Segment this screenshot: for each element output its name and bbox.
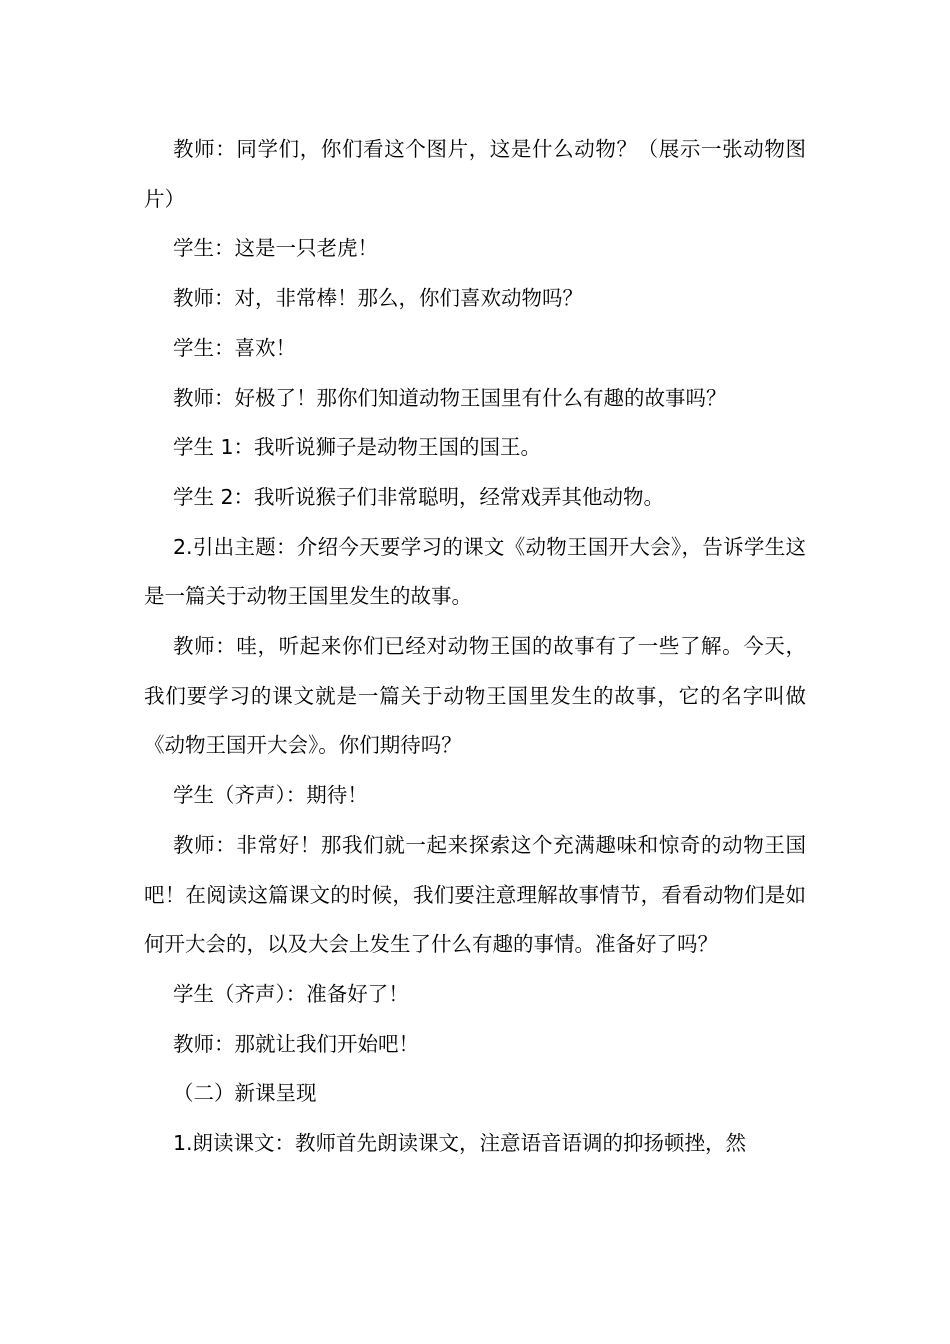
paragraph: 学生（齐声）：期待！ xyxy=(173,783,368,808)
paragraph: 学生 1：我听说狮子是动物王国的国王。 xyxy=(173,435,542,460)
paragraph: 教师：好极了！那你们知道动物王国里有什么有趣的故事吗？ xyxy=(173,385,727,410)
paragraph: 学生：这是一只老虎！ xyxy=(173,236,378,261)
section-heading: （二）新课呈现 xyxy=(173,1081,317,1106)
paragraph: 2.引出主题：介绍今天要学习的课文《动物王国开大会》，告诉学生这是一篇关于动物王国里发生的故事。 xyxy=(144,534,806,609)
paragraph: 教师：哇，听起来你们已经对动物王国的故事有了一些了解。今天，我们要学习的课文就是一篇关于动物王国里发生的故事，它的名字叫做《动物王国开大会》。你们期待吗？ xyxy=(144,634,806,758)
paragraph: 学生：喜欢！ xyxy=(173,335,296,360)
paragraph: 教师：那就让我们开始吧！ xyxy=(173,1031,419,1056)
paragraph: 学生 2：我听说猴子们非常聪明，经常戏弄其他动物。 xyxy=(173,484,665,509)
document-body xyxy=(144,125,806,1169)
paragraph: 学生（齐声）：准备好了！ xyxy=(173,981,409,1006)
paragraph: 教师：同学们，你们看这个图片，这是什么动物？（展示一张动物图片） xyxy=(144,137,806,211)
paragraph: 教师：非常好！那我们就一起来探索这个充满趣味和惊奇的动物王国吧！在阅读这篇课文的时候，我们要注意理解故事情节，看看动物们是如何开大会的，以及大会上发生了什么有趣的事情。准备好了吗？ xyxy=(144,832,806,957)
paragraph: 教师：对，非常棒！那么，你们喜欢动物吗？ xyxy=(173,286,583,311)
paragraph: 1.朗读课文：教师首先朗读课文，注意语音语调的抑扬顿挫，然 xyxy=(173,1131,747,1156)
